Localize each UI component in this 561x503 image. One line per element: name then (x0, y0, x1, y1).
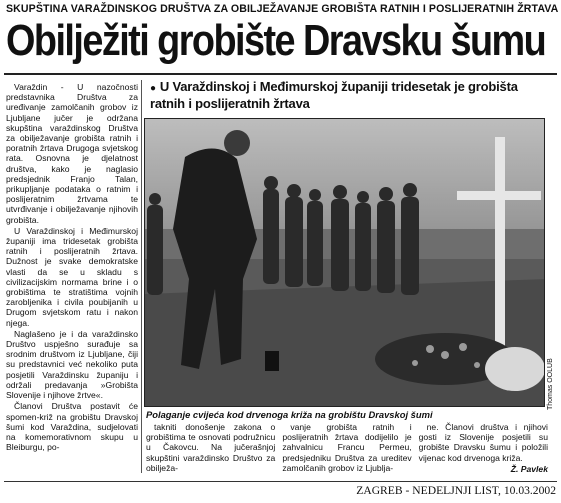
bottom-column (419, 422, 548, 480)
news-photo (144, 118, 545, 407)
top-rule (4, 73, 557, 75)
bottom-rule (4, 481, 557, 482)
left-paragraph: Varaždin - U nazočnosti predstavnika Društva za uređivanje zamolčanih grobov iz Ljubljane jučer je održana skupština varaždinskog Društva za obilježavanje grobišta ratnih i poratnih žrtava Drugoga svjetskog rata. Osnovna je djelatnost društva, kako je naglasio predsjednik Franjo Talan, prikupljanje podataka o ratnim i poslijeratnim žrtvama te utvrđivanje i obilježavanje njihovih grobišta. (6, 82, 138, 225)
bottom-column (282, 422, 411, 480)
photo-image (145, 119, 545, 407)
article-headline: Obilježiti grobište Dravsku šumu (6, 16, 546, 65)
column-divider (141, 80, 142, 473)
bottom-column (146, 422, 275, 480)
bottom-paragraph: vanje grobišta ratnih i poslijeratnih žrtava dodijelilo je zahvalnicu Francu Permeu, predsjedniku Društva za ureditev zamolčanih grobov iz Ljublja- (282, 422, 412, 473)
bottom-text-columns (146, 422, 548, 480)
left-paragraph: U Varaždinskoj i Međimurskoj županiji ima tridesetak grobišta ratnih i poslijeratnih žrtava. Dužnost je svake demokratske vlasti da se u skladu s civilizacijskim normama brine i o grobištima te stratištima vojnih zarobljenika i civila poubijanih u Drugom svjetskom ratu i nakon njega. (6, 225, 138, 328)
author-byline: Ž. Pavlek (510, 463, 548, 474)
bottom-paragraph: ne. Članovi društva i njihovi gosti iz Slovenije posjetili su grobište Dravsku šumu i položili vijenac kod drvenoga križa. (418, 422, 548, 463)
bottom-paragraph: takniti donošenje zakona o grobištima te osnovati podružnicu u Čakovcu. Na jučerašnjoj skupštini varaždinsko Društvo za obilježa- (146, 422, 276, 473)
bullet-icon: ● (150, 83, 156, 94)
photo-caption: Polaganje cvijeća kod drvenoga križa na grobištu Dravskoj šumi (146, 409, 433, 420)
subhead-text: U Varaždinskoj i Međimurskoj županiji tridesetak je grobišta ratnih i poslijeratnih žrtava (150, 79, 518, 111)
photo-credit: Thomas OOLUB (547, 358, 554, 410)
left-paragraph: Članovi Društva postavit će spomen-križ na grobištu Dravskoj šumi kod Varaždina, sudjelovati na komemorativnom skupu u Bleiburgu, po- (6, 401, 138, 453)
article-subhead (150, 80, 550, 111)
article-kicker: SKUPŠTINA VARAŽDINSKOG DRUŠTVA ZA OBILJEŽAVANJE GROBIŠTA RATNIH I POSLIJERATNIH ŽRTAVA (6, 3, 559, 15)
left-paragraph: Naglašeno je i da varaždinsko Društvo uspješno surađuje sa srodnim društvom iz Ljubljane, čiji su predstavnici već nekoliko puta posjetili Varaždinsku županiju i održali predavanja »Grobišta Slovenije i njihove žrtve«. (6, 328, 138, 401)
publication-footer: ZAGREB - NEDELJNJI LIST, 10.03.2002 (356, 484, 556, 497)
left-text-column (6, 82, 138, 453)
